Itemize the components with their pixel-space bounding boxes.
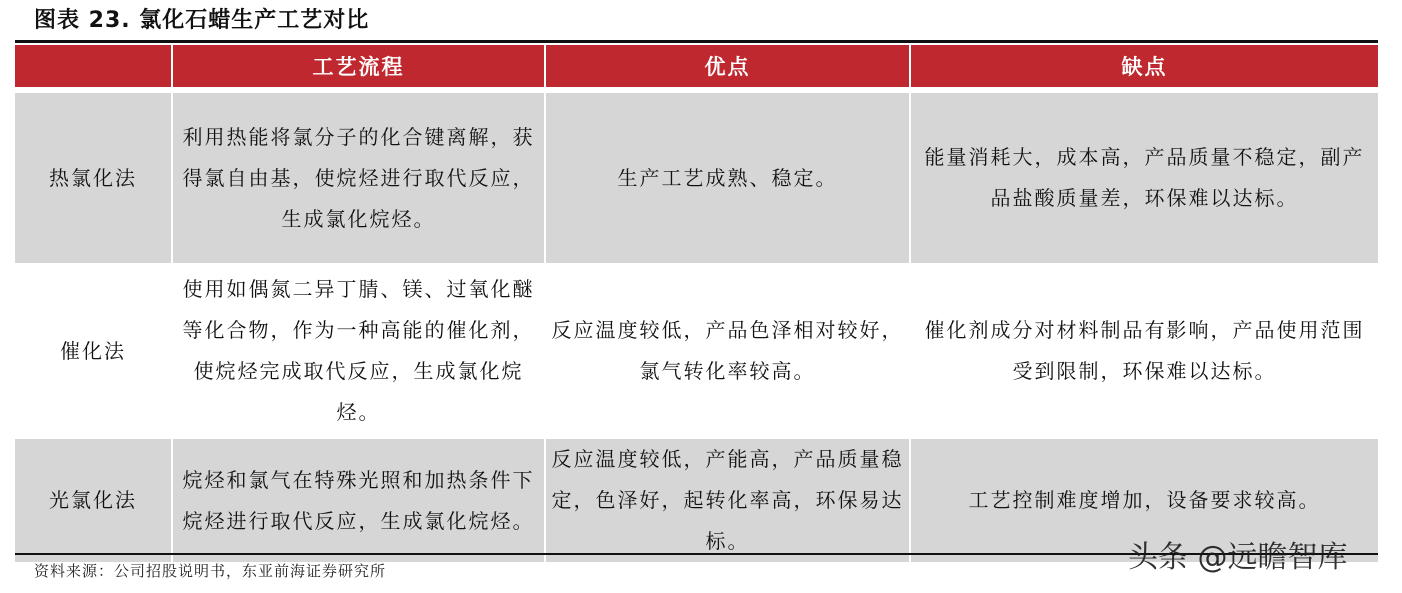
table-header-row — [15, 45, 1378, 90]
disadvantages-cell: 能量消耗大，成本高，产品质量不稳定，副产品盐酸质量差，环保难以达标。 — [910, 90, 1378, 266]
table-row — [15, 90, 1378, 266]
advantages-cell: 生产工艺成熟、稳定。 — [545, 90, 910, 266]
page-title: 图表 23. 氯化石蜡生产工艺对比 — [34, 8, 370, 33]
title-divider — [15, 40, 1378, 43]
header-process: 工艺流程 — [172, 45, 545, 90]
comparison-table — [15, 45, 1378, 562]
header-advantages: 优点 — [545, 45, 910, 90]
process-cell: 使用如偶氮二异丁腈、镁、过氧化醚等化合物，作为一种高能的催化剂，使烷烃完成取代反应，生成氯化烷烃。 — [172, 266, 545, 436]
method-cell: 催化法 — [15, 266, 172, 436]
method-cell: 光氯化法 — [15, 436, 172, 562]
disadvantages-cell: 催化剂成分对材料制品有影响，产品使用范围受到限制，环保难以达标。 — [910, 266, 1378, 436]
source-note: 资料来源：公司招股说明书，东亚前海证券研究所 — [34, 562, 387, 580]
disadvantages-cell: 工艺控制难度增加，设备要求较高。 — [910, 436, 1378, 562]
table-row — [15, 266, 1378, 436]
method-cell: 热氯化法 — [15, 90, 172, 266]
advantages-cell: 反应温度较低，产品色泽相对较好，氯气转化率较高。 — [545, 266, 910, 436]
process-cell: 利用热能将氯分子的化合键离解，获得氯自由基，使烷烃进行取代反应，生成氯化烷烃。 — [172, 90, 545, 266]
header-disadvantages: 缺点 — [910, 45, 1378, 90]
watermark: 头条 @远瞻智库 — [1128, 540, 1348, 575]
header-method — [15, 45, 172, 90]
advantages-cell: 反应温度较低，产能高，产品质量稳定，色泽好，起转化率高，环保易达标。 — [545, 436, 910, 562]
process-cell: 烷烃和氯气在特殊光照和加热条件下烷烃进行取代反应，生成氯化烷烃。 — [172, 436, 545, 562]
